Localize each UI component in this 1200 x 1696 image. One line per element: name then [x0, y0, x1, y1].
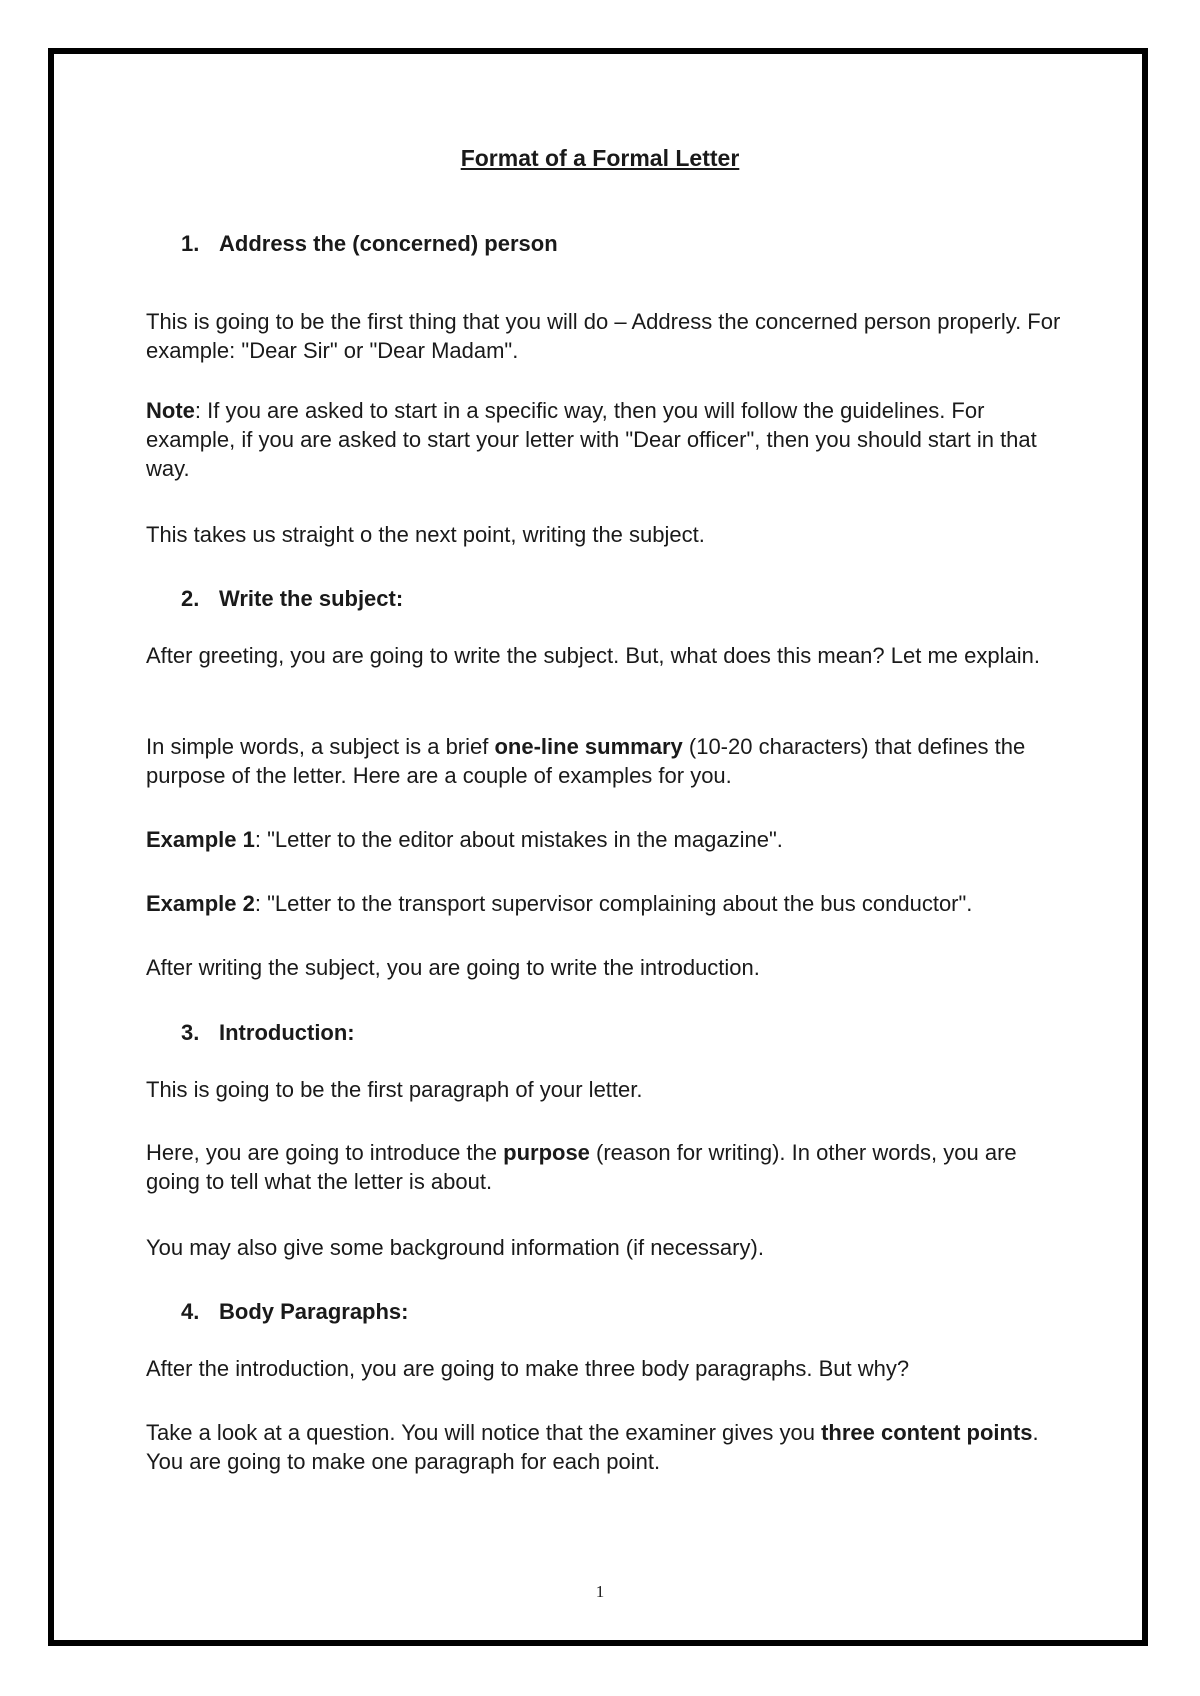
bold-term: Example 2: [146, 891, 255, 916]
section-number: 3.: [181, 1020, 200, 1045]
paragraph: After the introduction, you are going to make three body paragraphs. But why?: [146, 1356, 910, 1381]
section-number: 4.: [181, 1299, 200, 1324]
paragraph: Take a look at a question. You will notice that the examiner gives you three content points. You are going to make one paragraph for each point.: [146, 1420, 1039, 1474]
bold-term: three content points: [821, 1420, 1033, 1445]
section-heading-text: Body Paragraphs:: [219, 1299, 409, 1324]
section-number: 2.: [181, 586, 200, 611]
paragraph: Note: If you are asked to start in a specific way, then you will follow the guidelines. For example, if you are asked to start your letter with "Dear officer", then you should start in that way.: [146, 398, 1037, 481]
paragraph: This is going to be the first paragraph of your letter.: [146, 1077, 643, 1102]
section-heading-text: Introduction:: [219, 1020, 355, 1045]
bold-term: purpose: [503, 1140, 590, 1165]
section-heading-3: [181, 1019, 355, 1047]
section-heading-1: [181, 230, 558, 258]
bold-term: Example 1: [146, 827, 255, 852]
bold-term: one-line summary: [494, 734, 683, 759]
paragraph: This takes us straight o the next point, writing the subject.: [146, 522, 705, 547]
document-title: Format of a Formal Letter: [460, 145, 740, 171]
paragraph: After writing the subject, you are going to write the introduction.: [146, 955, 760, 980]
paragraph: You may also give some background information (if necessary).: [146, 1235, 764, 1260]
paragraph: Example 2: "Letter to the transport supervisor complaining about the bus conductor".: [146, 891, 973, 916]
section-heading-text: Write the subject:: [219, 586, 404, 611]
paragraph: In simple words, a subject is a brief one-line summary (10-20 characters) that defines the purpose of the letter. Here are a couple of examples for you.: [146, 734, 1026, 788]
section-heading-2: [181, 585, 403, 613]
section-heading-4: [181, 1298, 409, 1326]
paragraph: Here, you are going to introduce the purpose (reason for writing). In other words, you are going to tell what the letter is about.: [146, 1140, 1017, 1194]
section-heading-text: Address the (concerned) person: [219, 231, 558, 256]
paragraph: This is going to be the first thing that you will do – Address the concerned person properly. For example: "Dear Sir" or "Dear Madam".: [146, 309, 1061, 363]
paragraph: Example 1: "Letter to the editor about mistakes in the magazine".: [146, 827, 783, 852]
paragraph: After greeting, you are going to write the subject. But, what does this mean? Let me explain.: [146, 643, 1040, 668]
page-number: 1: [595, 1582, 605, 1601]
section-number: 1.: [181, 231, 200, 256]
bold-term: Note: [146, 398, 195, 423]
